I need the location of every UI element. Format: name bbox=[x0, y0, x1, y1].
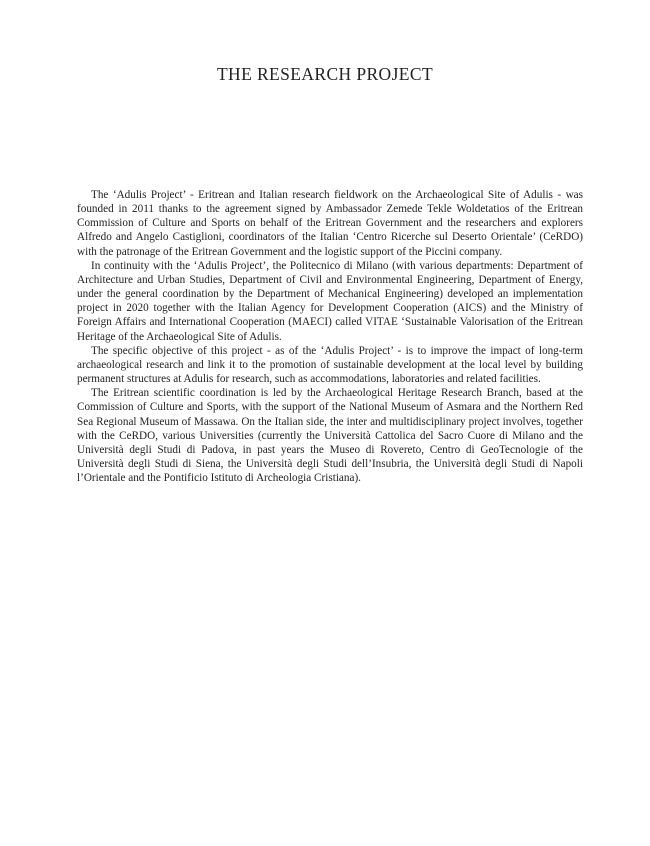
paragraph-project-objective: The specific objective of this project - as of the ‘Adulis Project’ - is to improve the impact of long-term archaeological research and link it to the promotion of sustainable development at the local level by building permanent structures at Adulis for research, such as accommodations, laboratories and related facilities. bbox=[77, 344, 583, 386]
body-text bbox=[77, 188, 583, 485]
paragraph-politecnico-vitae: In continuity with the ‘Adulis Project’, the Politecnico di Milano (with various departments: Department of Architecture and Urban Studies, Department of Civil and Environmental Engineering, Department of Energy, under the general coordination by the Department of Mechanical Engineering) developed an implementation project in 2020 together with the Italian Agency for Development Cooperation (AICS) and the Ministry of Foreign Affairs and International Cooperation (MAECI) called VITAE ‘Sustainable Valorisation of the Eritrean Heritage of the Archaeological Site of Adulis. bbox=[77, 259, 583, 343]
paragraph-adulis-project-origin: The ‘Adulis Project’ - Eritrean and Italian research fieldwork on the Archaeological Site of Adulis - was founded in 2011 thanks to the agreement signed by Ambassador Zemede Tekle Woldetatios of the Eritrean Commission of Culture and Sports on behalf of the Eritrean Government and the researchers and explorers Alfredo and Angelo Castiglioni, coordinators of the Italian ‘Centro Ricerche sul Deserto Orientale’ (CeRDO) with the patronage of the Eritrean Government and the logistic support of the Piccini company. bbox=[77, 189, 583, 258]
paragraph-scientific-coordination: The Eritrean scientific coordination is led by the Archaeological Heritage Research Branch, based at the Commission of Culture and Sports, with the support of the National Museum of Asmara and the Northern Red Sea Regional Museum of Massawa. On the Italian side, the inter and multidisciplinary project involves, together with the CeRDO, various Universities (currently the Università Cattolica del Sacro Cuore di Milano and the Università degli Studi di Padova, in past years the Museo di Rovereto, Centro di GeoTecnologie of the Università degli Studi di Siena, the Università degli Studi dell’Insubria, the Università degli Studi di Napoli l’Orientale and the Pontificio Istituto di Archeologia Cristiana). bbox=[77, 387, 583, 485]
page-title: THE RESEARCH PROJECT bbox=[216, 64, 434, 84]
